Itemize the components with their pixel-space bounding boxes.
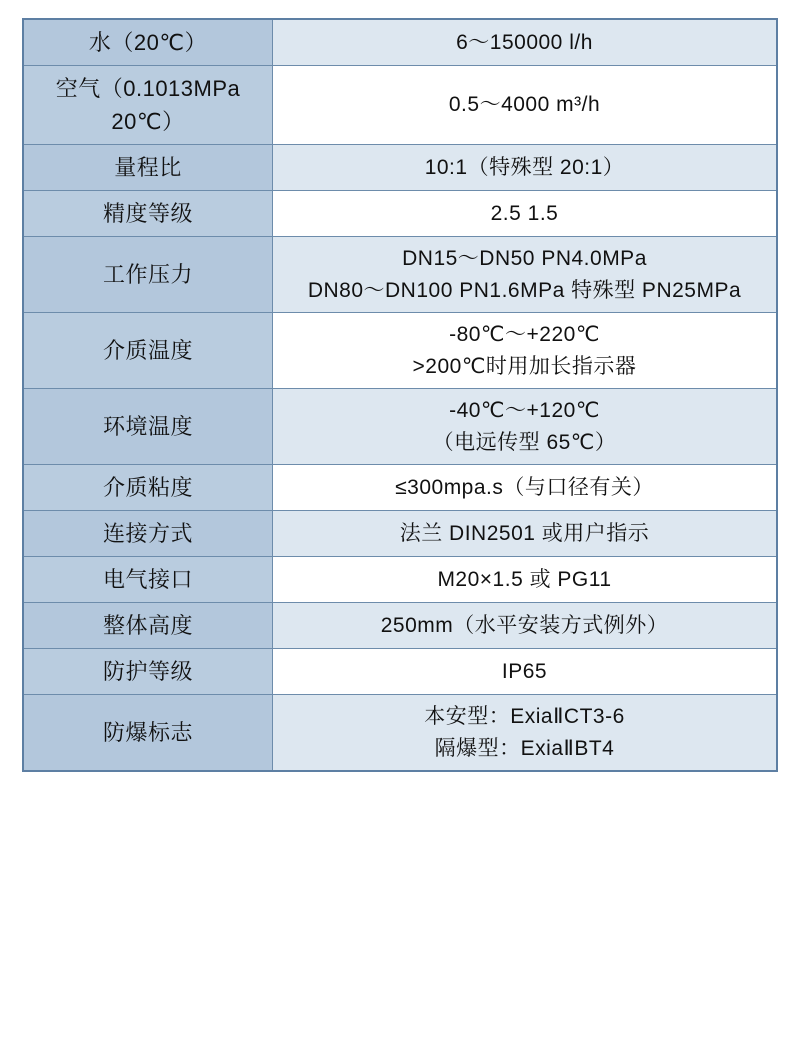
row-value-line: DN15～DN50 PN4.0MPa <box>402 247 647 270</box>
row-label: 防爆标志 <box>23 695 273 772</box>
row-value <box>273 511 778 557</box>
row-value <box>273 145 778 191</box>
row-label-line: 空气（0.1013MPa <box>55 76 241 101</box>
row-label <box>23 66 273 145</box>
row-label: 水（20℃） <box>23 19 273 66</box>
row-value-line: （电远传型 65℃） <box>432 430 617 454</box>
table-row <box>23 389 777 465</box>
row-label: 介质温度 <box>23 313 273 389</box>
row-value-line: >200℃时用加长指示器 <box>412 354 637 378</box>
row-label: 整体高度 <box>23 603 273 649</box>
row-label: 工作压力 <box>23 237 273 313</box>
row-value <box>273 695 778 772</box>
table-row <box>23 19 777 66</box>
row-value <box>273 19 778 66</box>
row-label: 防护等级 <box>23 649 273 695</box>
row-value-line: 法兰 DIN2501 或用户指示 <box>399 521 650 545</box>
row-value-line: -80℃～+220℃ <box>449 323 600 346</box>
row-label: 量程比 <box>23 145 273 191</box>
table-row <box>23 557 777 603</box>
row-value <box>273 66 778 145</box>
row-value-line: 本安型：ExiaⅡCT3-6 <box>424 705 625 728</box>
row-value-line: 2.5 1.5 <box>490 201 559 225</box>
row-label: 精度等级 <box>23 191 273 237</box>
row-value <box>273 465 778 511</box>
table-row <box>23 511 777 557</box>
row-value-line: -40℃～+120℃ <box>449 399 600 422</box>
table-row <box>23 695 777 772</box>
row-label: 介质粘度 <box>23 465 273 511</box>
table-row <box>23 66 777 145</box>
table-row <box>23 465 777 511</box>
table-row <box>23 145 777 191</box>
row-value-line: 隔爆型：ExiaⅡBT4 <box>434 736 615 760</box>
row-label: 连接方式 <box>23 511 273 557</box>
row-value-line: 250mm（水平安装方式例外） <box>380 613 669 637</box>
row-value-line: M20×1.5 或 PG11 <box>437 567 612 591</box>
row-value <box>273 557 778 603</box>
row-value <box>273 649 778 695</box>
specification-table <box>22 18 778 772</box>
row-value <box>273 313 778 389</box>
table-row <box>23 191 777 237</box>
row-value-line: ≤300mpa.s（与口径有关） <box>395 475 654 499</box>
table-row <box>23 313 777 389</box>
row-label: 环境温度 <box>23 389 273 465</box>
spec-table-body <box>23 19 777 771</box>
row-value <box>273 237 778 313</box>
row-value <box>273 389 778 465</box>
row-value-line: IP65 <box>501 659 548 683</box>
row-label-line: 20℃） <box>111 109 185 134</box>
row-value-line: 6～150000 l/h <box>456 30 593 54</box>
table-row <box>23 237 777 313</box>
row-value-line: DN80～DN100 PN1.6MPa 特殊型 PN25MPa <box>307 278 742 302</box>
table-row <box>23 603 777 649</box>
table-row <box>23 649 777 695</box>
row-value <box>273 603 778 649</box>
row-value-line: 0.5～4000 m³/h <box>448 93 601 117</box>
row-value <box>273 191 778 237</box>
row-value-line: 10:1（特殊型 20:1） <box>424 155 625 179</box>
row-label: 电气接口 <box>23 557 273 603</box>
